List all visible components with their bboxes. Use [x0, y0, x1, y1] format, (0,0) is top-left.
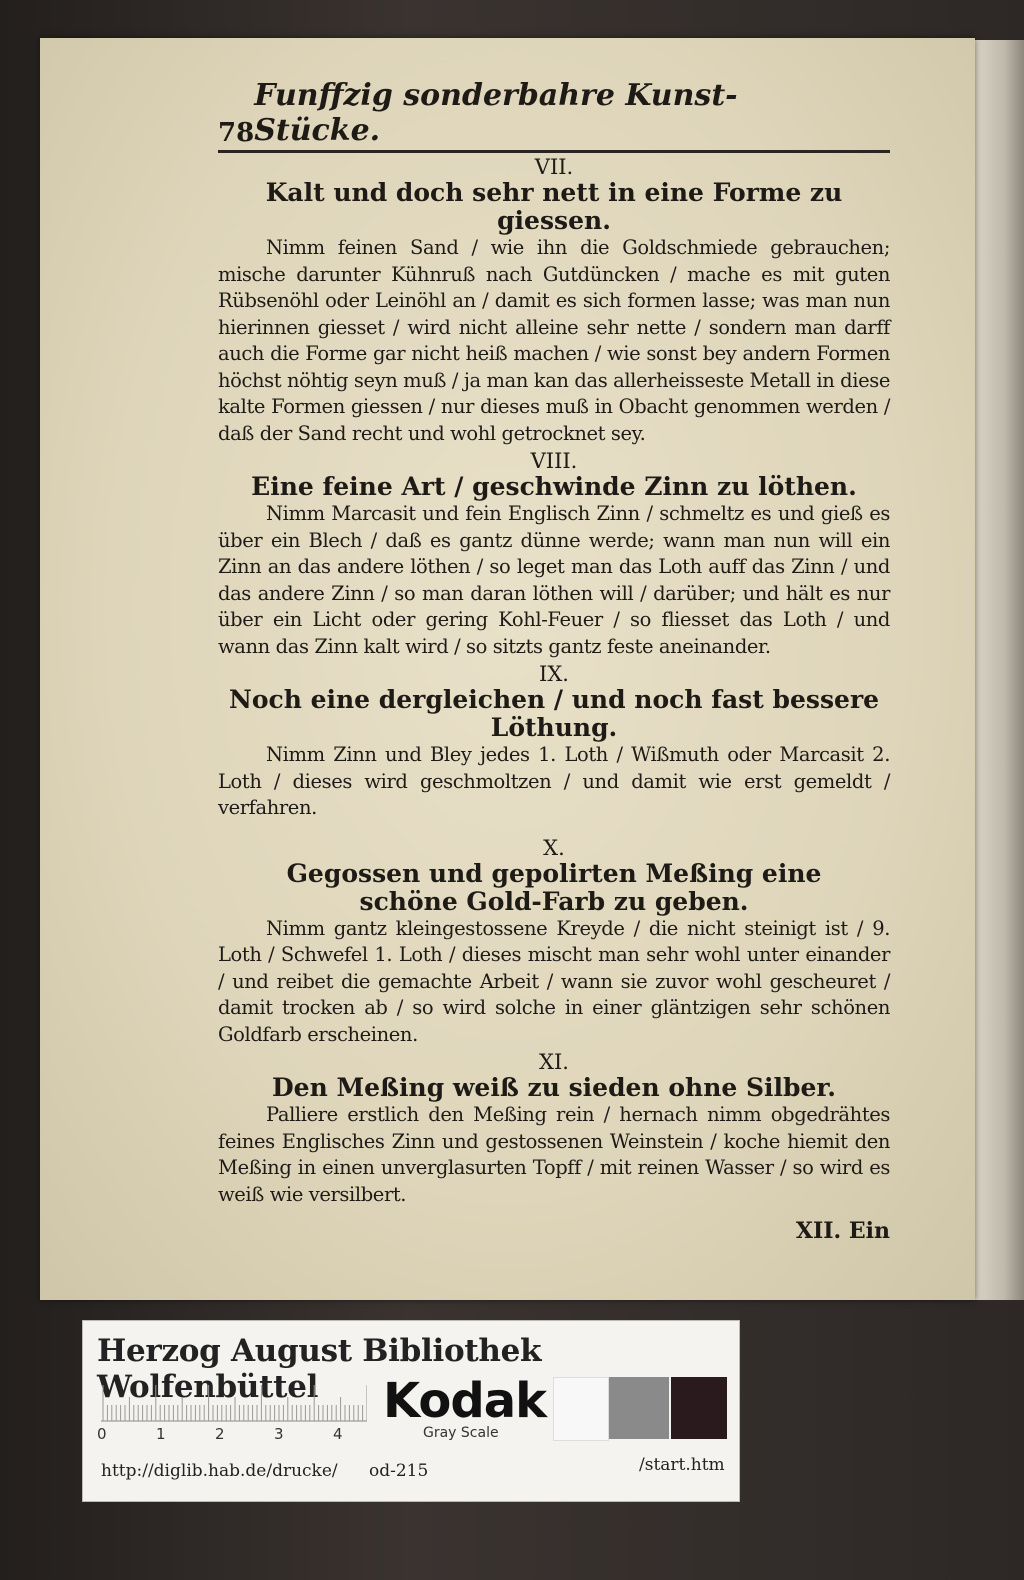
page-header [218, 78, 890, 153]
url-part-2: od-215 [369, 1461, 429, 1481]
ruler-number: 2 [215, 1425, 225, 1443]
section-body: Nimm gantz kleingestossene Kreyde / die nicht steinigt ist / 9. Loth / Schwefel 1. Loth / dieses mischt man sehr wohl unter einander / und reibet die gemachte Arbeit / wann sie zuvor wohl gescheuret / damit trocken ab / so wird solche in einer gläntzigen sehr schönen Goldfarb erscheinen. [218, 916, 890, 1046]
color-target-card [82, 1320, 740, 1502]
page-number: 78 [218, 118, 255, 148]
section-title: Eine feine Art / geschwinde Zinn zu löthen. [251, 472, 857, 501]
facing-page-edge [975, 40, 1024, 1300]
section-viii [218, 449, 890, 660]
section-title: Den Meßing weiß zu sieden ohne Silber. [272, 1073, 836, 1102]
swatch-gray [609, 1377, 669, 1439]
ruler-number: 4 [333, 1425, 343, 1443]
library-name: Herzog August Bibliothek Wolfenbüttel [97, 1333, 542, 1405]
section-ix [218, 662, 890, 822]
section-title: Noch eine dergleichen / und noch fast bessere Löthung. [228, 685, 880, 742]
section-body: Nimm Zinn und Bley jedes 1. Loth / Wißmuth oder Marcasit 2. Loth / dieses wird geschmoltzen / und damit wie erst gemeldt / verfahren. [218, 743, 890, 819]
section-body: Palliere erstlich den Meßing rein / hernach nimm obgedrähtes feines Englisches Zinn und gestossenen Weinstein / koche hiemit den Meßing in einen unverglasurten Topff / mit reinen Wasser / so wird es weiß wie versilbert. [218, 1103, 890, 1206]
section-number: X. [543, 835, 565, 860]
section-number: VIII. [530, 449, 578, 473]
ruler-number: 1 [156, 1425, 166, 1443]
section-number: XI. [539, 1050, 569, 1074]
url-part-1: http://diglib.hab.de/drucke/ [101, 1461, 338, 1481]
section-vii [218, 155, 890, 447]
ruler-number: 0 [97, 1425, 107, 1443]
ruler-number: 3 [274, 1425, 284, 1443]
section-title: Kalt und doch sehr nett in eine Forme zu giessen. [265, 178, 843, 235]
url-part-3: /start.htm [639, 1455, 725, 1475]
section-body: Nimm Marcasit und fein Englisch Zinn / schmeltz es und gieß es über ein Blech / daß es gantz dünne werde; wann man nun will ein Zinn an das andere löthen / so leget man das Loth auff das Zinn / und das andere Zinn / so man daran löthen will / darüber; und hält es nur über ein Licht oder gering Kohl-Feuer / so fliesset das Loth / und wann das Zinn kalt wird / so sitzts gantz feste aneinander. [218, 502, 890, 658]
kodak-logo: Kodak [383, 1373, 546, 1429]
running-title: Funffzig sonderbahre Kunst-Stücke. [254, 78, 738, 148]
section-body: Nimm feinen Sand / wie ihn die Goldschmiede gebrauchen; mische darunter Kühnruß nach Gutdüncken / mache es mit guten Rübsenöhl oder Leinöhl an / damit es sich formen lasse; was man nun hierinnen giesset / wird nicht alleine sehr nette / sondern man darff auch die Forme gar nicht heiß machen / wie sonst bey andern Formen höchst nöhtig seyn muß / ja man kan das allerheisseste Metall in diese kalte Formen giessen / nur dieses muß in Obacht genommen werden / daß der Sand recht und wohl getrocknet sey. [218, 236, 890, 445]
page-text [218, 78, 890, 1244]
section-xi [218, 1050, 890, 1208]
catchword: XII. Ein [795, 1218, 890, 1244]
ruler-scale [101, 1383, 367, 1423]
section-number: IX. [539, 662, 569, 686]
section-number: VII. [534, 155, 574, 179]
swatch-black [671, 1377, 727, 1439]
gray-scale-label: Gray Scale [423, 1425, 499, 1441]
section-title: Gegossen und gepolirten Meßing eine schöne Gold-Farb zu geben. [286, 858, 822, 916]
section-x [218, 836, 890, 1049]
swatch-white [553, 1377, 609, 1441]
